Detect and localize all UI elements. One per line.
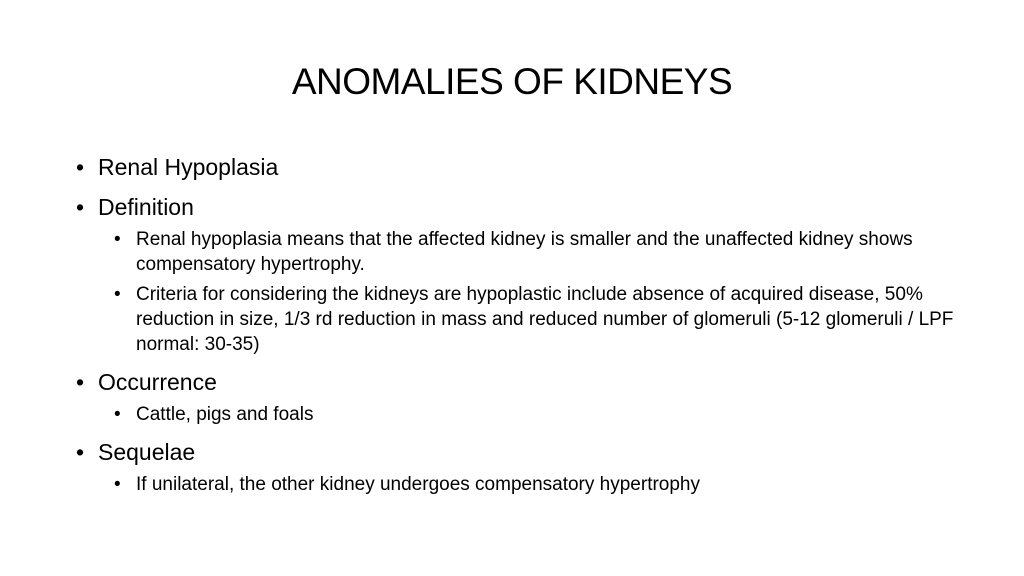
sequelae-sublist [114, 472, 956, 497]
bullet-text: Renal Hypoplasia [98, 154, 279, 180]
bullet-text: Definition [98, 194, 194, 220]
bullet-item-sequelae [76, 437, 956, 467]
bullet-icon: • [76, 154, 85, 180]
sub-bullet-item [114, 472, 956, 497]
bullet-icon: • [114, 284, 121, 305]
bullet-item-renal-hypoplasia [76, 152, 956, 182]
bullet-icon: • [114, 229, 121, 250]
definition-sublist [114, 227, 956, 357]
bullet-text: Occurrence [98, 369, 217, 395]
sub-bullet-text: Renal hypoplasia means that the affected kidney is smaller and the unaffected kidney shows compensatory hypertrophy. [136, 229, 913, 275]
bullet-icon: • [76, 439, 85, 465]
slide-content [76, 152, 956, 497]
bullet-item-occurrence [76, 367, 956, 397]
bullet-icon: • [114, 404, 121, 425]
bullet-icon: • [114, 474, 121, 495]
sub-bullet-text: Criteria for considering the kidneys are hypoplastic include absence of acquired disease, 50% reduction in size, 1/3 rd reduction in mass and reduced number of glomeruli (5-12 glomeruli / LPF normal: 30-35) [136, 284, 954, 355]
bullet-icon: • [76, 369, 85, 395]
occurrence-sublist [114, 402, 956, 427]
sub-bullet-item [114, 282, 956, 357]
sub-bullet-item [114, 227, 956, 277]
bullet-item-definition [76, 192, 956, 222]
sub-bullet-text: If unilateral, the other kidney undergoes compensatory hypertrophy [136, 474, 700, 495]
bullet-icon: • [76, 194, 85, 220]
slide-title: ANOMALIES OF KIDNEYS [291, 61, 733, 102]
sub-bullet-text: Cattle, pigs and foals [136, 404, 314, 425]
sub-bullet-item [114, 402, 956, 427]
bullet-text: Sequelae [98, 439, 196, 465]
